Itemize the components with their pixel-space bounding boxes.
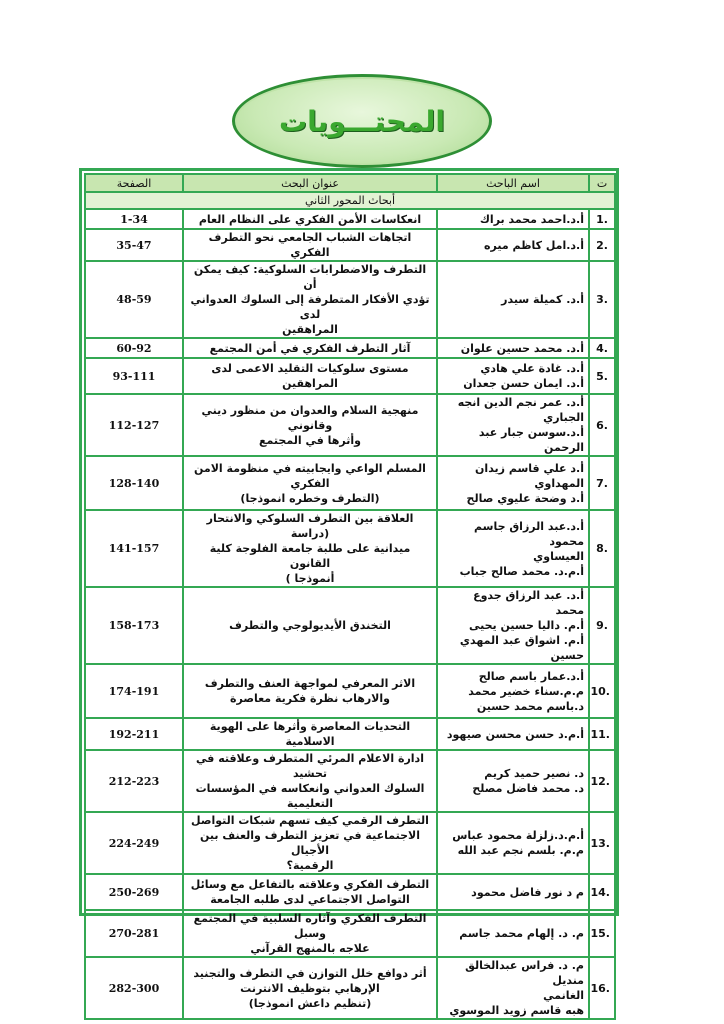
row-research-title bbox=[183, 874, 437, 910]
row-research-title bbox=[183, 394, 437, 456]
researcher-name: أ.م.د حسن محسن صيهود bbox=[446, 727, 584, 741]
page-range-text: 282-300 bbox=[108, 981, 160, 995]
header-researcher: اسم الباحث bbox=[437, 174, 589, 192]
row-researcher bbox=[437, 261, 589, 338]
table-row bbox=[85, 261, 615, 338]
researcher-name: أ.م.د. محمد صالح جباب bbox=[459, 564, 584, 578]
row-page-range bbox=[85, 358, 183, 394]
research-title-line: انعكاسات الأمن الفكري على النظام العام bbox=[198, 212, 422, 226]
row-research-title bbox=[183, 209, 437, 229]
researcher-name: أ.د. عبد الرزاق جدوع محمد bbox=[473, 589, 584, 617]
row-index-text: 15. bbox=[590, 927, 610, 940]
research-title-line: الفكري bbox=[290, 476, 330, 490]
contents-frame bbox=[79, 168, 619, 1017]
row-researcher bbox=[437, 874, 589, 910]
row-index bbox=[589, 209, 615, 229]
header-research-title: عنوان البحث bbox=[183, 174, 437, 192]
table-row bbox=[85, 750, 615, 812]
research-title-line: المراهقين bbox=[282, 323, 338, 336]
research-title-line: ميدانية على طلبة جامعة الفلوجة كلية القانون bbox=[209, 542, 411, 570]
row-research-title bbox=[183, 812, 437, 874]
row-index bbox=[589, 456, 615, 510]
researcher-name: أ.م.د.زلزلة محمود عباس bbox=[452, 829, 584, 842]
row-researcher bbox=[437, 587, 589, 664]
row-researcher bbox=[437, 812, 589, 874]
page-range-text: 1-34 bbox=[120, 212, 148, 226]
researcher-name: أ.د وضحة عليوي صالح bbox=[466, 491, 584, 505]
table-row bbox=[85, 358, 615, 394]
row-research-title bbox=[183, 718, 437, 750]
row-index bbox=[589, 812, 615, 874]
row-index bbox=[589, 718, 615, 750]
researcher-name: أ.م. اشواق عبد المهدي حسين bbox=[459, 634, 584, 662]
researcher-name: د. محمد فاضل مصلح bbox=[472, 782, 584, 795]
research-title-line: التطرف والاضطرابات السلوكية: كيف يمكن أن bbox=[193, 263, 427, 291]
row-research-title bbox=[183, 750, 437, 812]
researcher-name: أ.د. كميلة سيدر bbox=[501, 293, 584, 306]
row-researcher bbox=[437, 957, 589, 1019]
researcher-name: م. د. فراس عبدالخالق منديل bbox=[465, 959, 584, 987]
table-row bbox=[85, 510, 615, 587]
page-range-text: 48-59 bbox=[116, 293, 152, 306]
research-title-line: السلوك العدواني وانعكاسه في المؤسسات bbox=[195, 782, 425, 795]
row-index-text: 14. bbox=[590, 885, 610, 899]
research-title-line: المسلم الواعي وايجابيته في منظومة الامن bbox=[194, 461, 426, 475]
row-index bbox=[589, 394, 615, 456]
page-range-text: 141-157 bbox=[108, 542, 160, 555]
row-research-title bbox=[183, 664, 437, 718]
research-title-line: اتجاهات الشباب الجامعي نحو التطرف الفكري bbox=[208, 231, 412, 259]
researcher-name: أ.د علي قاسم زيدان المهداوي bbox=[475, 461, 584, 490]
row-research-title bbox=[183, 910, 437, 957]
research-title-line: ادارة الاعلام المرئي المتطرف وعلاقته في تحشيد bbox=[196, 752, 424, 780]
research-title-line: التحديات المعاصرة وأثرها على الهوية الاسلامية bbox=[209, 720, 411, 748]
row-page-range bbox=[85, 718, 183, 750]
researcher-name: أ.م. داليا حسين يحيى bbox=[468, 619, 584, 632]
row-page-range bbox=[85, 874, 183, 910]
table-row bbox=[85, 874, 615, 910]
row-index bbox=[589, 587, 615, 664]
row-research-title bbox=[183, 587, 437, 664]
row-index bbox=[589, 358, 615, 394]
row-page-range bbox=[85, 338, 183, 358]
research-title-line: (التطرف وخطره انموذجا) bbox=[240, 491, 380, 505]
row-research-title bbox=[183, 510, 437, 587]
research-title-line: الإرهابي بتوظيف الانترنت bbox=[240, 981, 380, 995]
page-range-text: 250-269 bbox=[108, 885, 160, 899]
research-title-line: الاثر المعرفي لمواجهة العنف والتطرف bbox=[204, 677, 416, 690]
table-row bbox=[85, 910, 615, 957]
row-index-text: 9. bbox=[596, 619, 608, 632]
research-title-line: التطرف الفكري وعلاقته بالتفاعل مع وسائل bbox=[190, 878, 430, 891]
research-title-line: العلاقة بين التطرف السلوكي والانتحار (دراسة bbox=[206, 512, 414, 540]
row-research-title bbox=[183, 957, 437, 1019]
researcher-name: أ.د. غادة علي هادي bbox=[480, 362, 584, 375]
page-range-text: 128-140 bbox=[108, 476, 160, 490]
row-index-text: 10. bbox=[590, 684, 610, 698]
row-index-text: 13. bbox=[590, 836, 610, 850]
row-researcher bbox=[437, 358, 589, 394]
page-range-text: 35-47 bbox=[116, 238, 152, 252]
row-page-range bbox=[85, 812, 183, 874]
row-index-text: 5. bbox=[596, 369, 608, 383]
research-title-line: التخندق الأيديولوجي والتطرف bbox=[229, 619, 391, 632]
researcher-name: أ.د.سوسن جبار عبد الرحمن bbox=[478, 426, 584, 454]
section-row bbox=[85, 192, 615, 209]
table-row bbox=[85, 338, 615, 358]
row-researcher bbox=[437, 338, 589, 358]
row-researcher bbox=[437, 394, 589, 456]
table-row bbox=[85, 229, 615, 261]
research-title-line: وأثرها في المجتمع bbox=[259, 433, 361, 447]
page-range-text: 112-127 bbox=[108, 418, 160, 432]
researcher-name: الغانمي bbox=[543, 989, 584, 1002]
table-row bbox=[85, 456, 615, 510]
row-index-text: 1. bbox=[596, 212, 608, 226]
row-research-title bbox=[183, 456, 437, 510]
table-row bbox=[85, 209, 615, 229]
researcher-name: م.م.سناء خضير محمد bbox=[468, 684, 584, 698]
row-index-text: 8. bbox=[596, 542, 608, 555]
table-row bbox=[85, 957, 615, 1019]
row-research-title bbox=[183, 338, 437, 358]
researcher-name: أ.د.امل كاظم ميره bbox=[484, 238, 584, 252]
research-title-line: آثار التطرف الفكري في أمن المجتمع bbox=[209, 341, 411, 355]
row-index bbox=[589, 957, 615, 1019]
row-researcher bbox=[437, 718, 589, 750]
table-row bbox=[85, 394, 615, 456]
researcher-name: أ.د.عبد الرزاق جاسم محمود bbox=[474, 519, 584, 548]
research-title-line: أثر دوافع خلل التوازن في التطرف والتجنيد bbox=[193, 966, 427, 980]
research-title-line: التواصل الاجتماعي لدى طلبه الجامعة bbox=[210, 893, 410, 906]
row-page-range bbox=[85, 394, 183, 456]
research-title-line: أنموذجا ) bbox=[285, 572, 335, 585]
row-page-range bbox=[85, 510, 183, 587]
researcher-name: أ.د. ايمان حسن جعدان bbox=[463, 377, 584, 390]
title-banner bbox=[232, 74, 492, 168]
row-index-text: 3. bbox=[596, 293, 608, 306]
row-page-range bbox=[85, 261, 183, 338]
row-researcher bbox=[437, 750, 589, 812]
researcher-name: م د نور فاضل محمود bbox=[471, 885, 584, 899]
row-index bbox=[589, 750, 615, 812]
researcher-name: هبه قاسم زويد الموسوي bbox=[449, 1004, 584, 1017]
researcher-name: أ.د.احمد محمد براك bbox=[479, 212, 584, 226]
row-index bbox=[589, 338, 615, 358]
header-row bbox=[85, 174, 615, 192]
row-index-text: 7. bbox=[596, 476, 608, 490]
row-research-title bbox=[183, 229, 437, 261]
researcher-name: د. نصير حميد كريم bbox=[484, 767, 584, 780]
row-researcher bbox=[437, 456, 589, 510]
researcher-name: أ.د.عمار باسم صالح bbox=[478, 669, 584, 683]
table-row bbox=[85, 587, 615, 664]
page-range-text: 212-223 bbox=[108, 774, 160, 788]
researcher-name: أ.د. عمر نجم الدين انجه bbox=[457, 396, 584, 409]
row-index-text: 16. bbox=[590, 981, 610, 995]
section-label: أبحاث المحور الثاني bbox=[85, 192, 615, 209]
row-research-title bbox=[183, 358, 437, 394]
row-index-text: 12. bbox=[590, 774, 610, 788]
research-title-line: منهجية السلام والعدوان من منظور ديني وقانوني bbox=[201, 403, 419, 432]
research-title-line: التطرف الفكري وآثاره السلبية في المجتمع وسبل bbox=[193, 912, 427, 940]
row-index bbox=[589, 229, 615, 261]
table-row bbox=[85, 718, 615, 750]
row-index-text: 11. bbox=[590, 727, 610, 741]
row-index-text: 6. bbox=[596, 418, 608, 432]
page-range-text: 174-191 bbox=[108, 684, 160, 698]
research-title-line: والارهاب نظرة فكرية معاصرة bbox=[230, 692, 390, 705]
row-page-range bbox=[85, 910, 183, 957]
header-page: الصفحة bbox=[85, 174, 183, 192]
research-title-line: التعليمية bbox=[286, 797, 334, 810]
page-title: المحتـــويات bbox=[279, 104, 445, 138]
researcher-name: أ.د. محمد حسين علوان bbox=[460, 341, 584, 355]
research-title-line: الاجتماعية في تعزيز التطرف والعنف بين الأجيال bbox=[200, 829, 420, 857]
research-title-line: التطرف الرقمي كيف تسهم شبكات التواصل bbox=[191, 814, 429, 827]
page-range-text: 60-92 bbox=[116, 341, 152, 355]
contents-table bbox=[84, 173, 616, 1020]
research-title-line: (تنظيم داعش انموذجا) bbox=[248, 996, 372, 1010]
research-title-line: مستوى سلوكيات التقليد الاعمى لدى المراهقين bbox=[211, 362, 409, 390]
page-range-text: 158-173 bbox=[108, 619, 160, 632]
row-index bbox=[589, 664, 615, 718]
row-page-range bbox=[85, 587, 183, 664]
researcher-name: د.باسم محمد حسين bbox=[476, 699, 584, 713]
row-researcher bbox=[437, 910, 589, 957]
row-index-text: 2. bbox=[596, 238, 608, 252]
row-page-range bbox=[85, 456, 183, 510]
table-row bbox=[85, 812, 615, 874]
researcher-name: العيساوي bbox=[533, 549, 584, 563]
table-row bbox=[85, 664, 615, 718]
row-researcher bbox=[437, 229, 589, 261]
row-index bbox=[589, 910, 615, 957]
page-range-text: 93-111 bbox=[112, 369, 156, 383]
page-range-text: 270-281 bbox=[108, 927, 160, 940]
row-index bbox=[589, 261, 615, 338]
row-researcher bbox=[437, 510, 589, 587]
researcher-name: م. د. إلهام محمد جاسم bbox=[459, 927, 584, 940]
research-title-line: الرقمية؟ bbox=[286, 859, 334, 872]
row-researcher bbox=[437, 664, 589, 718]
row-page-range bbox=[85, 209, 183, 229]
row-page-range bbox=[85, 957, 183, 1019]
row-index-text: 4. bbox=[596, 341, 608, 355]
researcher-name: الجباري bbox=[543, 411, 584, 424]
page-range-text: 192-211 bbox=[108, 727, 160, 741]
header-index: ت bbox=[589, 174, 615, 192]
research-title-line: علاجه بالمنهج القرآني bbox=[250, 942, 370, 955]
row-page-range bbox=[85, 664, 183, 718]
row-page-range bbox=[85, 229, 183, 261]
row-researcher bbox=[437, 209, 589, 229]
research-title-line: تؤدي الأفكار المتطرفة إلى السلوك العدواني لدى bbox=[190, 293, 430, 321]
row-page-range bbox=[85, 750, 183, 812]
row-index bbox=[589, 510, 615, 587]
row-research-title bbox=[183, 261, 437, 338]
researcher-name: م.م. بلسم نجم عبد الله bbox=[457, 844, 584, 857]
row-index bbox=[589, 874, 615, 910]
page-range-text: 224-249 bbox=[108, 836, 160, 850]
